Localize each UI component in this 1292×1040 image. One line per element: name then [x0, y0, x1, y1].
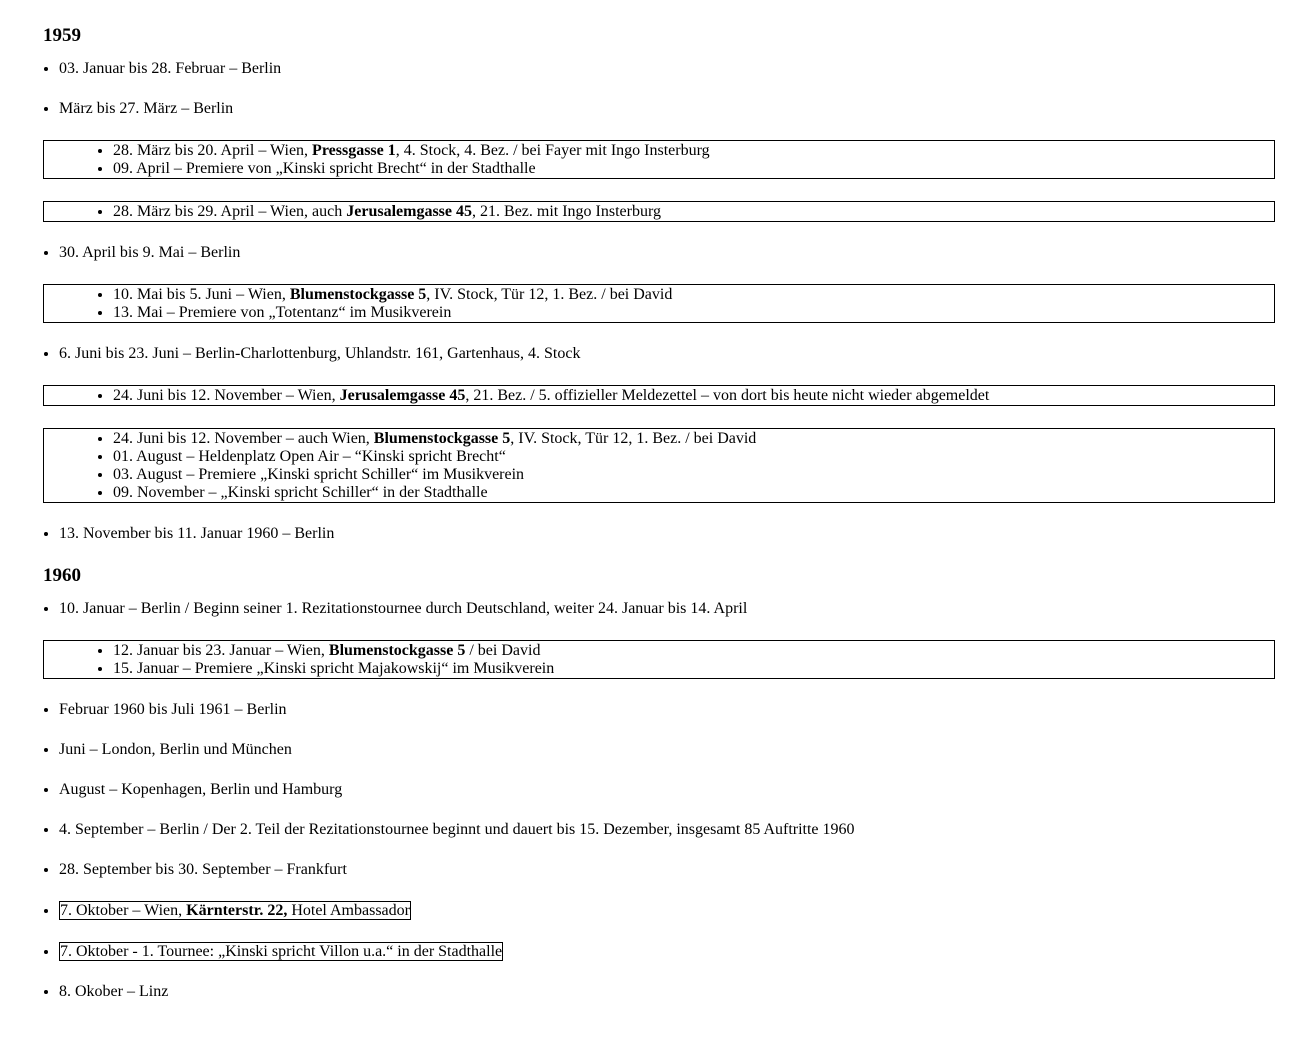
vienna-box	[43, 640, 1275, 679]
timeline-list	[43, 942, 1276, 961]
timeline-list	[43, 701, 1276, 719]
vienna-list	[44, 286, 1274, 322]
vienna-item	[113, 484, 1274, 502]
timeline-item	[59, 901, 1276, 920]
timeline-item	[59, 345, 1276, 363]
timeline-item	[59, 525, 1276, 543]
timeline-item	[59, 741, 1276, 759]
entry-text: 4. September – Berlin / Der 2. Teil der Rezitationstournee beginnt und dauert bis 15. Dezember, insgesamt 85 Auftritte 1960	[59, 821, 855, 838]
entry-text: 13. November bis 11. Januar 1960 – Berlin	[59, 525, 335, 542]
vienna-item	[113, 387, 1274, 405]
vienna-box	[43, 284, 1275, 323]
entry-text: / bei David	[465, 642, 541, 659]
vienna-list	[44, 430, 1274, 502]
entry-text: 09. November – „Kinski spricht Schiller“ in der Stadthalle	[113, 484, 488, 501]
timeline-item	[59, 600, 1276, 618]
vienna-list	[44, 142, 1274, 178]
entry-text: März bis 27. März – Berlin	[59, 100, 234, 117]
vienna-item	[113, 430, 1274, 448]
timeline-item	[59, 60, 1276, 78]
timeline-item	[59, 701, 1276, 719]
vienna-item	[113, 466, 1274, 484]
timeline-list	[43, 741, 1276, 759]
entry-text: 09. April – Premiere von „Kinski spricht Brecht“ in der Stadthalle	[113, 160, 536, 177]
timeline-item	[59, 942, 1276, 961]
timeline-list	[43, 821, 1276, 839]
vienna-box	[43, 428, 1275, 503]
address-text: Jerusalemgasse 45	[339, 387, 466, 404]
address-text: Blumenstockgasse 5	[328, 642, 466, 659]
timeline-item	[59, 821, 1276, 839]
entry-text: 10. Januar – Berlin / Beginn seiner 1. Rezitationstournee durch Deutschland, weiter 24. Januar bis 14. April	[59, 600, 748, 617]
entry-text: 8. Okober – Linz	[59, 983, 169, 1000]
entry-text: 28. März bis 20. April – Wien,	[113, 142, 313, 159]
address-text: Kärnterstr. 22,	[186, 902, 288, 919]
entry-text: , 21. Bez. mit Ingo Insterburg	[472, 203, 662, 220]
timeline-item	[59, 861, 1276, 879]
vienna-list	[44, 387, 1274, 405]
vienna-item	[113, 448, 1274, 466]
timeline-list	[43, 861, 1276, 879]
vienna-item	[113, 660, 1274, 678]
timeline-list	[43, 345, 1276, 363]
timeline-list	[43, 525, 1276, 543]
address-text: Jerusalemgasse 45	[346, 203, 473, 220]
entry-text: 03. Januar bis 28. Februar – Berlin	[59, 60, 282, 77]
entry-text: 01. August – Heldenplatz Open Air – “Kinski spricht Brecht“	[113, 448, 506, 465]
entry-text: Juni – London, Berlin und München	[59, 741, 292, 758]
framed-entry	[59, 901, 411, 920]
vienna-box	[43, 385, 1275, 406]
entry-text: , IV. Stock, Tür 12, 1. Bez. / bei David	[510, 430, 757, 447]
address-text: Pressgasse 1	[312, 142, 396, 159]
entry-text: 15. Januar – Premiere „Kinski spricht Majakowskij“ im Musikverein	[113, 660, 555, 677]
entry-text: 28. März bis 29. April – Wien, auch	[113, 203, 347, 220]
timeline-item	[59, 781, 1276, 799]
year-heading: 1959	[43, 25, 81, 46]
year-heading: 1960	[43, 565, 81, 586]
entry-text: August – Kopenhagen, Berlin und Hamburg	[59, 781, 343, 798]
vienna-list	[44, 642, 1274, 678]
vienna-item	[113, 286, 1274, 304]
entry-text: 10. Mai bis 5. Juni – Wien,	[113, 286, 290, 303]
vienna-item	[113, 304, 1274, 322]
entry-text: , IV. Stock, Tür 12, 1. Bez. / bei David	[426, 286, 673, 303]
entry-text: Hotel Ambassador	[287, 902, 410, 919]
vienna-item	[113, 160, 1274, 178]
entry-text: 30. April bis 9. Mai – Berlin	[59, 244, 241, 261]
timeline-item	[59, 100, 1276, 118]
entry-text: 24. Juni bis 12. November – auch Wien,	[113, 430, 374, 447]
entry-text: Februar 1960 bis Juli 1961 – Berlin	[59, 701, 287, 718]
entry-text: 7. Oktober - 1. Tournee: „Kinski spricht Villon u.a.“ in der Stadthalle	[60, 943, 503, 960]
timeline-list	[43, 600, 1276, 618]
framed-entry	[59, 942, 503, 961]
entry-text: 24. Juni bis 12. November – Wien,	[113, 387, 340, 404]
vienna-list	[44, 203, 1274, 221]
vienna-item	[113, 642, 1274, 660]
vienna-item	[113, 142, 1274, 160]
timeline-item	[59, 983, 1276, 1001]
entry-text: 6. Juni bis 23. Juni – Berlin-Charlottenburg, Uhlandstr. 161, Gartenhaus, 4. Stock	[59, 345, 581, 362]
entry-text: , 21. Bez. / 5. offizieller Meldezettel – von dort bis heute nicht wieder abgemeldet	[465, 387, 990, 404]
timeline-list	[43, 901, 1276, 920]
entry-text: , 4. Stock, 4. Bez. / bei Fayer mit Ingo Insterburg	[395, 142, 710, 159]
timeline-list	[43, 983, 1276, 1001]
timeline-list	[43, 781, 1276, 799]
entry-text: 13. Mai – Premiere von „Totentanz“ im Musikverein	[113, 304, 452, 321]
address-text: Blumenstockgasse 5	[373, 430, 511, 447]
timeline-list	[43, 100, 1276, 118]
vienna-box	[43, 201, 1275, 222]
entry-text: 03. August – Premiere „Kinski spricht Schiller“ im Musikverein	[113, 466, 525, 483]
address-text: Blumenstockgasse 5	[289, 286, 427, 303]
timeline-list	[43, 244, 1276, 262]
entry-text: 7. Oktober – Wien,	[60, 902, 187, 919]
vienna-item	[113, 203, 1274, 221]
entry-text: 28. September bis 30. September – Frankfurt	[59, 861, 347, 878]
timeline-item	[59, 244, 1276, 262]
vienna-box	[43, 140, 1275, 179]
timeline-list	[43, 60, 1276, 78]
entry-text: 12. Januar bis 23. Januar – Wien,	[113, 642, 329, 659]
